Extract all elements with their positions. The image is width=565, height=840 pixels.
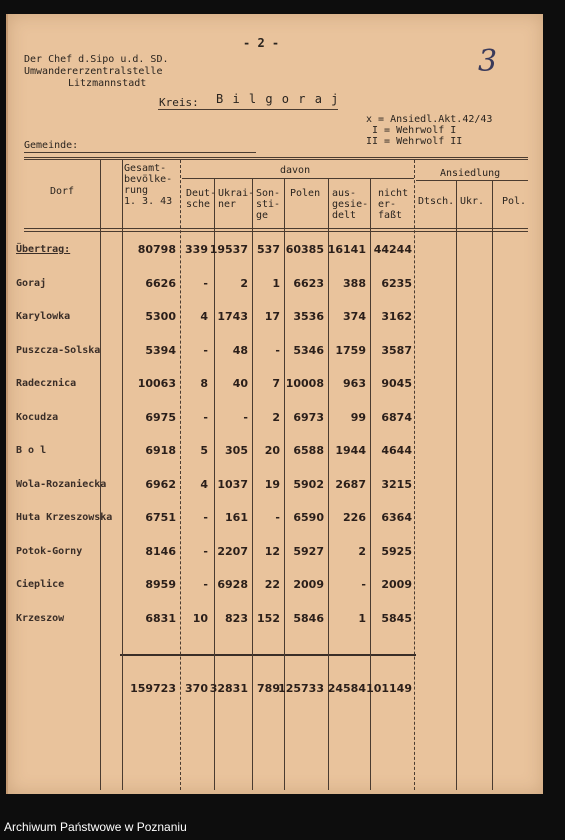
row-gesamt-value: 6831 <box>145 611 176 625</box>
row-deutsche-value: 4 <box>200 477 208 491</box>
row-ausgesiedelt-value: 1 <box>358 611 366 625</box>
row-polen-value: 6590 <box>293 511 324 524</box>
row-polen-value: 5927 <box>293 544 324 558</box>
row-sonstige-value: 12 <box>264 544 280 558</box>
kreis-value: B i l g o r a j <box>216 92 340 106</box>
row-village-name: Krzeszow <box>16 612 65 624</box>
col-ukrainer-1: Ukrai- <box>218 188 255 199</box>
row-polen-value: 5846 <box>293 611 324 625</box>
header-line-3: Litzmannstadt <box>68 78 147 89</box>
row-ausgesiedelt-value: 2687 <box>335 477 366 491</box>
col-gesamt-1: Gesamt- <box>124 163 167 174</box>
row-deutsche-value: - <box>203 511 208 524</box>
header-line-1: Der Chef d.Sipo u.d. SD. <box>24 54 169 65</box>
page-number: - 2 - <box>243 36 280 50</box>
col-deutsche-2: sche <box>186 199 211 210</box>
row-village-name: Cieplice <box>16 579 65 590</box>
row-village-name: Wola-Rozaniecka <box>16 478 107 490</box>
col-ausgesiedelt-2: gesie- <box>332 199 369 210</box>
row-ausgesiedelt-value: 374 <box>343 310 366 323</box>
row-gesamt-value: 8959 <box>145 578 176 591</box>
row-gesamt-value: 6918 <box>145 444 176 457</box>
col-ansiedlung: Ansiedlung <box>440 168 501 179</box>
row-ukrainer-value: 48 <box>232 343 248 357</box>
row-polen-value: 6588 <box>293 444 324 457</box>
row-ukrainer-value: 1037 <box>217 477 248 491</box>
row-polen-value: 2009 <box>293 578 324 591</box>
total-sonstige-value: 789 <box>257 682 280 695</box>
header-line-2: Umwandererzentralstelle <box>24 66 163 77</box>
document-page <box>6 14 543 794</box>
col-sonstige-2: sti- <box>256 199 281 210</box>
row-deutsche-value: 339 <box>185 243 208 256</box>
col-deutsche-1: Deut- <box>186 188 217 199</box>
row-ausgesiedelt-value: 388 <box>343 276 366 290</box>
col-nicht-1: nicht <box>378 188 409 199</box>
row-sonstige-value: 2 <box>272 410 280 424</box>
row-sonstige-value: 7 <box>272 377 280 390</box>
col-dorf: Dorf <box>50 186 75 197</box>
row-deutsche-value: 8 <box>200 377 208 390</box>
row-sonstige-value: - <box>275 511 280 524</box>
col-nicht-2: er- <box>378 199 397 210</box>
row-ausgesiedelt-value: 1759 <box>335 343 366 357</box>
row-sonstige-value: - <box>275 343 280 357</box>
row-polen-value: 6623 <box>293 276 324 290</box>
row-village-name: Kocudza <box>16 411 59 423</box>
row-sonstige-value: 17 <box>264 310 280 323</box>
row-nicht-value: 6235 <box>381 276 412 290</box>
row-ukrainer-value: 305 <box>225 444 248 457</box>
row-deutsche-value: - <box>203 410 208 424</box>
archive-page-mark: 3 <box>478 44 498 79</box>
row-village-name: Puszcza-Solska <box>16 344 101 356</box>
row-ausgesiedelt-value: 963 <box>343 377 366 390</box>
row-ukrainer-value: 40 <box>232 377 248 390</box>
total-polen-value: 125733 <box>278 682 324 695</box>
row-nicht-value: 3587 <box>381 343 412 357</box>
row-nicht-value: 5845 <box>381 611 412 625</box>
row-gesamt-value: 5394 <box>145 343 176 357</box>
row-deutsche-value: - <box>203 276 208 290</box>
archive-footer <box>0 812 565 840</box>
row-deutsche-value: 5 <box>200 444 208 457</box>
row-nicht-value: 2009 <box>381 578 412 591</box>
row-nicht-value: 44244 <box>373 243 412 256</box>
row-sonstige-value: 19 <box>264 477 280 491</box>
row-gesamt-value: 80798 <box>137 243 176 256</box>
row-nicht-value: 9045 <box>381 377 412 390</box>
row-village-name: Radecznica <box>16 378 77 389</box>
row-deutsche-value: - <box>203 544 208 558</box>
row-ausgesiedelt-value: 16141 <box>327 243 366 256</box>
row-deutsche-value: 4 <box>200 310 208 323</box>
footer-text: Archiwum Państwowe w Poznaniu <box>4 820 187 834</box>
row-gesamt-value: 5300 <box>145 310 176 323</box>
total-deutsche-value: 370 <box>185 682 208 695</box>
kreis-label: Kreis: <box>159 96 199 109</box>
col-gesamt-2: bevölke- <box>124 174 173 185</box>
row-nicht-value: 4644 <box>381 444 412 457</box>
col-gesamt-3: rung <box>124 185 149 196</box>
row-polen-value: 10008 <box>285 377 324 390</box>
row-nicht-value: 6874 <box>381 410 412 424</box>
gemeinde-label: Gemeinde: <box>24 140 79 151</box>
row-polen-value: 5346 <box>293 343 324 357</box>
row-deutsche-value: - <box>203 343 208 357</box>
row-ausgesiedelt-value: 1944 <box>335 444 366 457</box>
row-gesamt-value: 10063 <box>137 377 176 390</box>
legend-x: x = Ansiedl.Akt.42/43 <box>366 114 493 125</box>
col-sonstige-1: Son- <box>256 188 281 199</box>
row-polen-value: 60385 <box>285 243 324 256</box>
row-sonstige-value: 22 <box>264 578 280 591</box>
row-ausgesiedelt-value: 226 <box>343 511 366 524</box>
row-nicht-value: 6364 <box>381 511 412 524</box>
row-ukrainer-value: 1743 <box>217 310 248 323</box>
row-ausgesiedelt-value: 99 <box>350 410 366 424</box>
row-deutsche-value: - <box>203 578 208 591</box>
row-gesamt-value: 8146 <box>145 544 176 558</box>
col-ukr: Ukr. <box>460 196 485 207</box>
row-ukrainer-value: - <box>243 410 248 424</box>
legend-i: I = Wehrwolf I <box>372 125 457 136</box>
row-nicht-value: 3215 <box>381 477 412 491</box>
col-dtsch: Dtsch. <box>418 196 455 207</box>
row-village-name: Potok-Gorny <box>16 545 83 557</box>
row-village-name: B o l <box>16 445 47 456</box>
row-ausgesiedelt-value: - <box>361 578 366 591</box>
row-ukrainer-value: 161 <box>225 511 248 524</box>
total-nicht-value: 101149 <box>366 682 412 695</box>
row-polen-value: 3536 <box>293 310 324 323</box>
row-village-name: Goraj <box>16 277 47 289</box>
sum-rule <box>120 654 416 656</box>
row-village-name: Karylowka <box>16 311 71 322</box>
col-ukrainer-2: ner <box>218 199 237 210</box>
col-pol: Pol. <box>502 196 527 207</box>
col-nicht-3: faßt <box>378 210 403 221</box>
row-ukrainer-value: 823 <box>225 611 248 625</box>
total-ukrainer-value: 32831 <box>209 682 248 695</box>
row-ukrainer-value: 19537 <box>209 243 248 256</box>
col-davon: davon <box>280 165 311 176</box>
col-ausgesiedelt-3: delt <box>332 210 357 221</box>
row-gesamt-value: 6751 <box>145 511 176 524</box>
row-sonstige-value: 152 <box>257 611 280 625</box>
row-polen-value: 5902 <box>293 477 324 491</box>
total-ausgesiedelt-value: 24584 <box>327 682 366 695</box>
row-ukrainer-value: 6928 <box>217 578 248 591</box>
row-village-name: Übertrag: <box>16 244 71 255</box>
col-ausgesiedelt-1: aus- <box>332 188 357 199</box>
row-ausgesiedelt-value: 2 <box>358 544 366 558</box>
col-sonstige-3: ge <box>256 210 269 221</box>
col-polen: Polen <box>290 188 321 199</box>
total-gesamt-value: 159723 <box>130 682 176 695</box>
row-sonstige-value: 537 <box>257 243 280 256</box>
row-village-name: Huta Krzeszowska <box>16 512 113 523</box>
row-gesamt-value: 6962 <box>145 477 176 491</box>
row-deutsche-value: 10 <box>192 611 208 625</box>
row-gesamt-value: 6626 <box>145 276 176 290</box>
row-ukrainer-value: 2207 <box>217 544 248 558</box>
row-polen-value: 6973 <box>293 410 324 424</box>
row-sonstige-value: 1 <box>272 276 280 290</box>
row-ukrainer-value: 2 <box>240 276 248 290</box>
legend-ii: II = Wehrwolf II <box>366 136 463 147</box>
row-nicht-value: 3162 <box>381 310 412 323</box>
row-sonstige-value: 20 <box>264 444 280 457</box>
row-gesamt-value: 6975 <box>145 410 176 424</box>
col-gesamt-4: 1. 3. 43 <box>124 196 173 207</box>
row-nicht-value: 5925 <box>381 544 412 558</box>
